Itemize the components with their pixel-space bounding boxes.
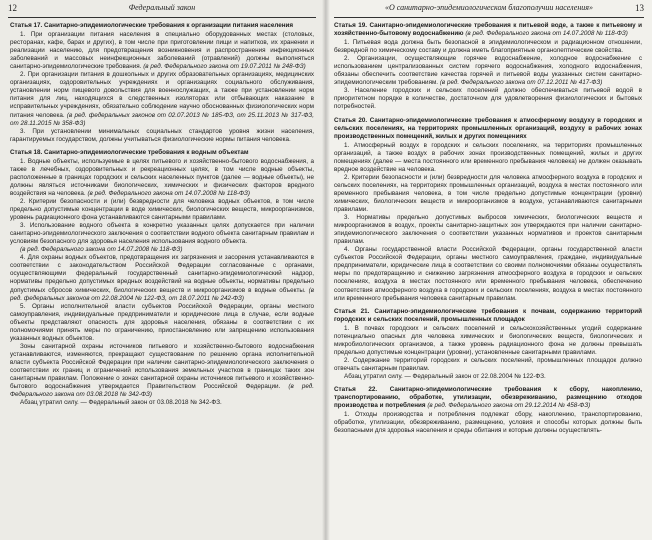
article-22-title: Статья 22. Санитарно-эпидемиологические требования к сбору, накоплению, транспортированию, обработке, утилизации, обезвреживанию, размещению отходов производства и потребления (в ред. Федерального закона от 29.12.2014 № 458-ФЗ) (334, 386, 642, 410)
amendment-note: (в ред. Федерального закона от 14.07.2008 № 118-ФЗ) (20, 246, 183, 254)
amendment-note: (в ред. Федерального закона от 14.07.2008 № 118-ФЗ) (465, 30, 628, 38)
amendment-note: (в ред. Федерального закона от 29.12.2014 № 458-ФЗ) (427, 402, 591, 410)
article-20-title: Статья 20. Санитарно-эпидемиологические требования к атмосферному воздуху в городских и сельских поселениях, на территориях промышленных организаций, воздуху в рабочих зонах производственных помещений, жилых и других помещениях (334, 116, 642, 140)
running-head-title: «О санитарно-эпидемиологическом благополучии населения» (384, 3, 594, 12)
amendment-note: (в ред. федеральных законов от 22.08.2004 № 122-ФЗ, от 18.07.2011 № 242-ФЗ) (10, 286, 314, 302)
paragraph: 2. Содержание территорий городских и сельских поселений, промышленных площадок должно отвечать санитарным правилам. (334, 356, 642, 372)
paragraph: 3. Население городских и сельских поселений должно обеспечиваться питьевой водой в приоритетном порядке в количестве, достаточном для удовлетворения физиологических и бытовых потребностей. (334, 87, 642, 111)
book-gutter (322, 0, 330, 540)
paragraph: 1. Отходы производства и потребления подлежат сбору, накоплению, транспортированию, обработке, утилизации, обезвреживанию, размещению, условия и способы которых должны быть безопасными для здоровья населения и среды обитания и которые должны осуществлять- (334, 411, 642, 435)
paragraph: 3. При установлении минимальных социальных стандартов уровня жизни населения, гарантируемых государством, должны учитываться физиологические нормы питания человека. (10, 127, 314, 143)
paragraph: 2. Критерии безопасности и (или) безвредности для человека атмосферного воздуха в городских и сельских поселениях, на территориях промышленных организаций, воздуха в местах постоянного или временного пребывания человека, в том числе предельно допустимые концентрации (уровни) химических, биологических веществ и микроорганизмов в воздухе, устанавливаются санитарными правилами. (334, 173, 642, 214)
article-19-title: Статья 19. Санитарно-эпидемиологические требования к питьевой воде, а также к питьевому и хозяйственно-бытовому водоснабжению (в ред. Федерального закона от 14.07.2008 № 118-ФЗ) (334, 22, 642, 38)
running-header-left (8, 3, 316, 16)
article-21-title: Статья 21. Санитарно-эпидемиологические требования к почвам, содержанию территорий городских и сельских поселений, промышленных площадок (334, 307, 642, 323)
amendment-note: (в ред. Федерального закона от 19.07.2011 № 248-ФЗ) (143, 63, 306, 71)
paragraph: 2. Критерии безопасности и (или) безвредности для человека водных объектов, в том числе предельно допустимые концентрации в воде химических, биологических веществ, микроорганизмов, уровень радиационного фона устанавливаются санитарными правилами. (10, 197, 314, 222)
right-page (326, 0, 652, 540)
paragraph: 5. Органы исполнительной власти субъектов Российской Федерации, органы местного самоуправления, индивидуальные предприниматели и юридические лица в случае, если водные объекты представляют опасность для здоровья населения, обязаны в соответствии с их полномочиями принять меры по ограничению, приостановлению или запрещению использования указанных водных объектов. (10, 302, 314, 342)
amendment-note: (в ред. Федерального закона от 07.12.2011 № 417-ФЗ) (439, 79, 603, 87)
paragraph: 1. Водные объекты, используемые в целях питьевого и хозяйственно-бытового водоснабжения, а также в лечебных, оздоровительных и рекреационных целях, в том числе водные объекты, расположенные в границах городских и сельских населенных пунктов (далее — водные объекты), не должны являться источниками биологических, химических и физических факторов вредного воздействия на человека. (в ред. Федерального закона от 14.07.2008 № 118-ФЗ) (10, 157, 314, 197)
running-header-right (334, 3, 644, 16)
paragraph: 1. При организации питания населения в специально оборудованных местах (столовых, ресторанах, кафе, барах и других), в том числе при приготовлении пищи и напитков, их хранении и реализации населению, для предотвращения возникновения и распространения инфекционных заболеваний и массовых неинфекционных заболеваний (отравлений) должны выполняться санитарно-эпидемиологические требования. (в ред. Федерального закона от 19.07.2011 № 248-ФЗ) (10, 31, 314, 71)
paragraph: 4. Для охраны водных объектов, предотвращения их загрязнения и засорения устанавливаются в соответствии с законодательством Российской Федерации согласованные с органами, осуществляющими федеральный государственный санитарно-эпидемиологический надзор, нормативы предельно допустимых вредных воздействий на водные объекты, нормативы предельно допустимых сбросов химических, биологических веществ и микроорганизмов в водные объекты. (в ред. федеральных законов от 22.08.2004 № 122-ФЗ, от 18.07.2011 № 242-ФЗ) (10, 254, 314, 302)
header-rule (334, 17, 644, 18)
amendment-note: (в ред. Федерального закона от 14.07.2008 № 118-ФЗ) (87, 189, 250, 197)
amendment-note: (в ред. Федерального закона от 03.08.2018 № 342-ФЗ) (10, 383, 314, 399)
running-head-title: Федеральный закон (128, 3, 196, 12)
paragraph: Абзац утратил силу. — Федеральный закон от 22.08.2004 № 122-ФЗ. (344, 372, 546, 380)
paragraph: Зоны санитарной охраны источников питьевого и хозяйственно-бытового водоснабжения устанавливаются, изменяются, прекращают существование по решению органа исполнительной власти субъекта Российской Федерации при наличии санитарно-эпидемиологического заключения о соответствии их границ и ограничений использования земельных участков в границах таких зон санитарным правилам. Положение о зонах санитарной охраны источников питьевого и хозяйственно-бытового водоснабжения утверждается Правительством Российской Федерации. (в ред. Федерального закона от 03.08.2018 № 342-ФЗ) (10, 342, 314, 399)
paragraph: 3. Нормативы предельно допустимых выбросов химических, биологических веществ и микроорганизмов в воздух, проекты санитарно-защитных зон утверждаются при наличии санитарно-эпидемиологического заключения о соответствии указанных нормативов и проектов санитарным правилам. (334, 214, 642, 246)
paragraph: 1. Питьевая вода должна быть безопасной в эпидемиологическом и радиационном отношении, безвредной по химическому составу и должна иметь благоприятные органолептические свойства. (334, 39, 642, 55)
page-number: 13 (635, 3, 644, 13)
article-17-title: Статья 17. Санитарно-эпидемиологические требования к организации питания населения (10, 22, 294, 29)
article-18-title: Статья 18. Санитарно-эпидемиологические требования к водным объектам (10, 148, 249, 156)
paragraph: 1. В почвах городских и сельских поселений и сельскохозяйственных угодий содержание потенциально опасных для человека химических и биологических веществ, биологических и микробиологических организмов, а также уровень радиационного фона не должны превышать предельно допустимые концентрации (уровни), установленные санитарными правилами. (334, 324, 642, 356)
paragraph: 1. Атмосферный воздух в городских и сельских поселениях, на территориях промышленных организаций, а также воздух в рабочих зонах производственных помещений, жилых и других помещениях (далее — места постоянного или временного пребывания человека) не должен оказывать вредное воздействие на человека. (334, 141, 642, 173)
paragraph: 3. Использование водного объекта в конкретно указанных целях допускается при наличии санитарно-эпидемиологического заключения о соответствии водного объекта санитарным правилам и условиям безопасного для здоровья населения использования водного объекта. (10, 222, 314, 246)
header-rule (8, 17, 316, 18)
left-page-body (10, 22, 314, 538)
paragraph: 2. При организации питания в дошкольных и других образовательных организациях, медицинских организациях, оздоровительных учреждениях и организациях социального обслуживания, установлении норм пищевого довольствия для военнослужащих, а также при установлении норм питания для лиц, находящихся в следственных изоляторах или отбывающих наказание в исправительных учреждениях, обязательно соблюдение научно обоснованных физиологических норм питания человека. (в ред. федеральных законов от 02.07.2013 № 185-ФЗ, от 25.11.2013 № 317-ФЗ, от 28.11.2015 № 358-ФЗ) (10, 71, 314, 127)
paragraph: Абзац утратил силу. — Федеральный закон от 03.08.2018 № 342-ФЗ. (20, 399, 222, 407)
amendment-note: (в ред. федеральных законов от 02.07.2013 № 185-ФЗ, от 25.11.2013 № 317-ФЗ, от 28.11.2015 № 358-ФЗ) (10, 111, 314, 127)
page-number: 12 (8, 3, 17, 13)
right-page-body (334, 22, 642, 538)
paragraph: 4. Органы государственной власти Российской Федерации, органы государственной власти субъектов Российской Федерации, органы местного самоуправления, граждане, индивидуальные предприниматели, юридические лица в соответствии со своими полномочиями обязаны осуществлять меры по предотвращению и снижению загрязнения атмосферного воздуха в городских и сельских поселениях, воздуха в местах постоянного или временного пребывания человека, обеспечению соответствия атмосферного воздуха в городских и сельских поселениях, воздуха в местах постоянного или временного пребывания человека санитарным правилам. (334, 246, 642, 302)
paragraph: 2. Организации, осуществляющие горячее водоснабжение, холодное водоснабжение с использованием централизованных систем горячего водоснабжения, холодного водоснабжения, обязаны обеспечить соответствие качества горячей и питьевой воды указанных систем санитарно-эпидемиологическим требованиям. (в ред. Федерального закона от 07.12.2011 № 417-ФЗ) (334, 55, 642, 87)
